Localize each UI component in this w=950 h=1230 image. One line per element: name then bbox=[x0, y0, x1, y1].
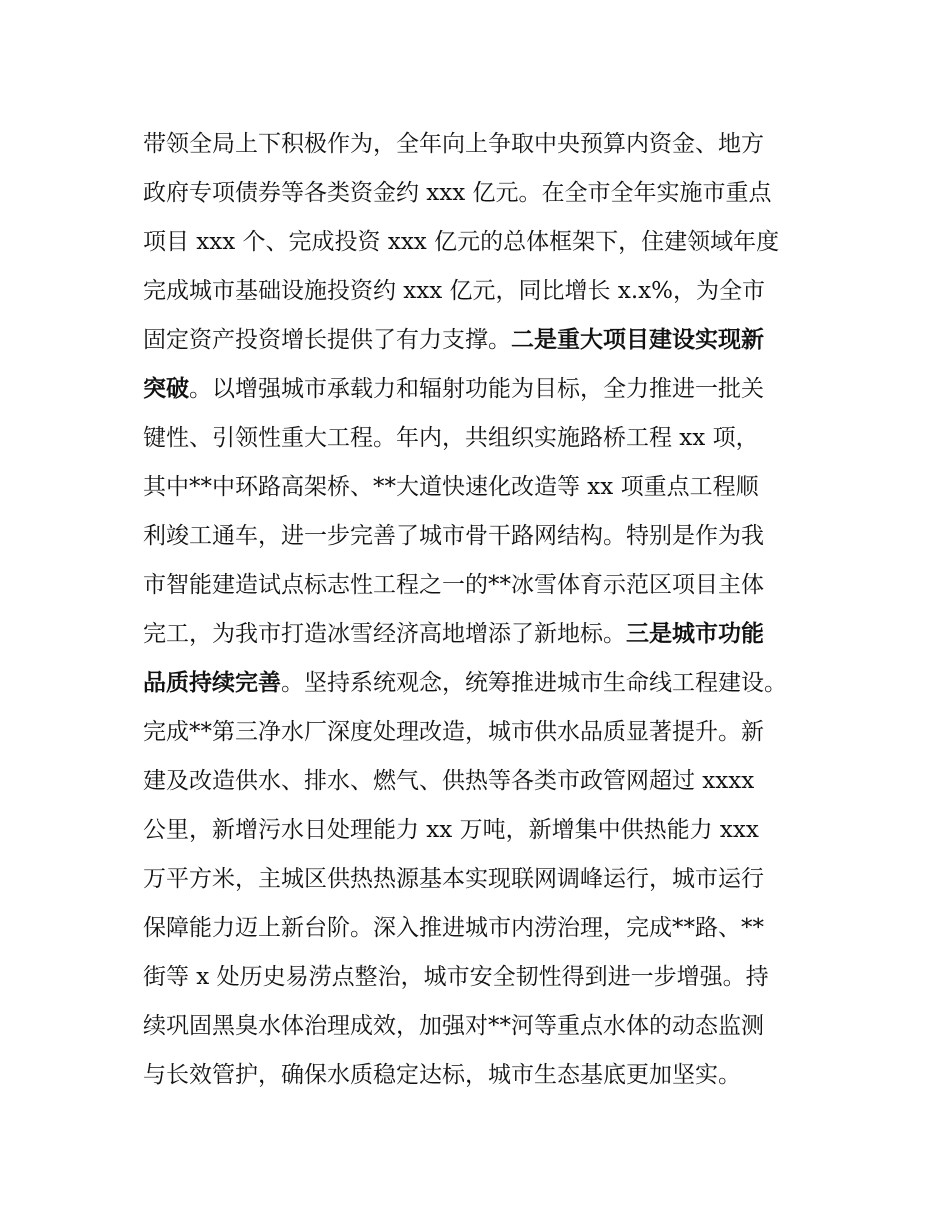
text-run: 其中**中环路高架桥、**大道快速化改造等 xx 项重点工程顺 bbox=[143, 474, 759, 500]
text-line bbox=[143, 267, 843, 316]
text-line bbox=[143, 561, 843, 610]
text-run: 街等 x 处历史易涝点整治，城市安全韧性得到进一步增强。持 bbox=[143, 964, 769, 990]
text-run: 。以增强城市承载力和辐射功能为目标，全力推进一批关 bbox=[189, 376, 764, 402]
text-line bbox=[143, 316, 843, 365]
text-line bbox=[143, 463, 843, 512]
text-line bbox=[143, 1002, 843, 1051]
text-run: 续巩固黑臭水体治理成效，加强对**河等重点水体的动态监测 bbox=[143, 1013, 764, 1039]
text-line bbox=[143, 757, 843, 806]
text-line bbox=[143, 904, 843, 953]
text-run: 政府专项债券等各类资金约 xxx 亿元。在全市全年实施市重点 bbox=[143, 180, 772, 206]
text-run: 完成**第三净水厂深度处理改造，城市供水品质显著提升。新 bbox=[143, 719, 764, 745]
text-run: 保障能力迈上新台阶。深入推进城市内涝治理，完成**路、** bbox=[143, 915, 764, 941]
text-line bbox=[143, 708, 843, 757]
text-line bbox=[143, 659, 843, 708]
bold-heading-run: 三是城市功能 bbox=[626, 621, 764, 647]
text-run: 建及改造供水、排水、燃气、供热等各类市政管网超过 xxxx bbox=[143, 768, 755, 794]
text-line bbox=[143, 855, 843, 904]
text-line bbox=[143, 365, 843, 414]
text-line bbox=[143, 169, 843, 218]
text-run: 带领全局上下积极作为，全年向上争取中央预算内资金、地方 bbox=[143, 131, 764, 157]
text-run: 项目 xxx 个、完成投资 xxx 亿元的总体框架下，住建领域年度 bbox=[143, 229, 780, 255]
document-body bbox=[143, 120, 843, 1100]
text-run: 市智能建造试点标志性工程之一的**冰雪体育示范区项目主体 bbox=[143, 572, 764, 598]
text-run: 固定资产投资增长提供了有力支撑。 bbox=[143, 327, 511, 353]
text-line bbox=[143, 512, 843, 561]
text-run: 与长效管护，确保水质稳定达标，城市生态基底更加坚实。 bbox=[143, 1062, 741, 1088]
text-line bbox=[143, 120, 843, 169]
text-run: 。坚持系统观念，统筹推进城市生命线工程建设。 bbox=[281, 670, 787, 696]
text-line bbox=[143, 806, 843, 855]
text-line bbox=[143, 1051, 843, 1100]
bold-heading-run: 品质持续完善 bbox=[143, 670, 281, 696]
text-run: 万平方米，主城区供热热源基本实现联网调峰运行，城市运行 bbox=[143, 866, 764, 892]
text-line bbox=[143, 610, 843, 659]
text-line bbox=[143, 953, 843, 1002]
text-run: 利竣工通车，进一步完善了城市骨干路网结构。特别是作为我 bbox=[143, 523, 764, 549]
text-line bbox=[143, 414, 843, 463]
text-run: 完成城市基础设施投资约 xxx 亿元，同比增长 x.x%，为全市 bbox=[143, 278, 765, 304]
bold-heading-run: 突破 bbox=[143, 376, 189, 402]
text-run: 键性、引领性重大工程。年内，共组织实施路桥工程 xx 项， bbox=[143, 425, 759, 451]
text-run: 公里，新增污水日处理能力 xx 万吨，新增集中供热能力 xxx bbox=[143, 817, 759, 843]
bold-heading-run: 二是重大项目建设实现新 bbox=[511, 327, 764, 353]
text-run: 完工，为我市打造冰雪经济高地增添了新地标。 bbox=[143, 621, 626, 647]
text-line bbox=[143, 218, 843, 267]
